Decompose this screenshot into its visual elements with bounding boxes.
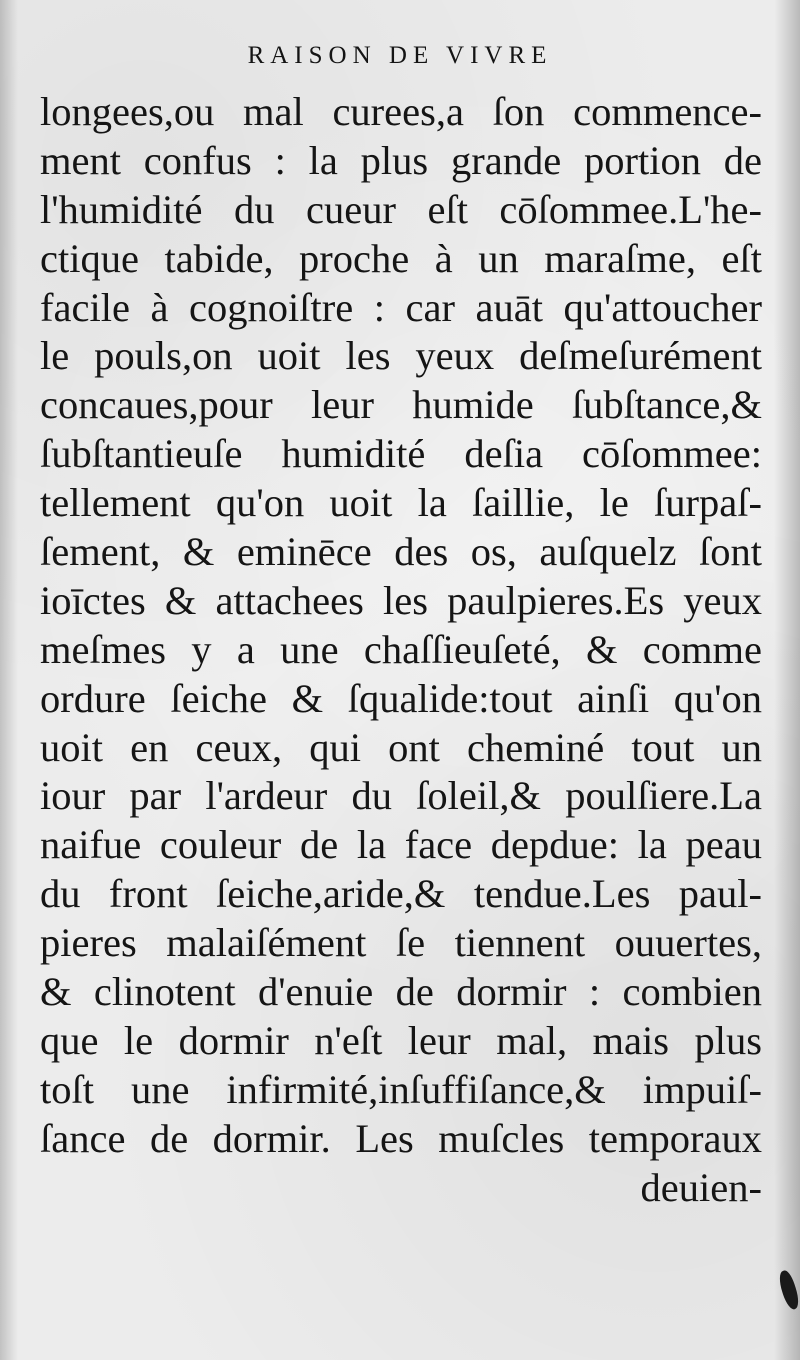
body-text	[40, 88, 762, 1212]
text-line: pieres malaiſément ſe tiennent ouuertes,	[40, 920, 762, 966]
text-line: ioīctes & attachees les paulpieres.Es yeux	[40, 577, 762, 623]
text-line: iour par l'ardeur du ſoleil,& poulſiere.La	[40, 773, 762, 819]
text-line: que le dormir n'eſt leur mal, mais plus	[40, 1017, 762, 1063]
text-line: uoit en ceux, qui ont cheminé tout un	[40, 724, 762, 770]
text-line: l'humidité du cueur eſt cōſommee.L'he-	[40, 186, 762, 232]
text-line: & clinotent d'enuie de dormir : combien	[40, 969, 762, 1015]
text-line: naifue couleur de la face depdue: la peau	[40, 822, 762, 868]
text-line: ctique tabide, proche à un maraſme, eſt	[40, 235, 762, 281]
text-line: facile à cognoiſtre : car auāt qu'attoucher	[40, 284, 762, 330]
text-line: ſance de dormir. Les muſcles temporaux	[40, 1115, 762, 1161]
text-line: concaues,pour leur humide ſubſtance,&	[40, 382, 762, 428]
text-line: le pouls,on uoit les yeux deſmeſurément	[40, 333, 762, 379]
text-line: ment confus : la plus grande portion de	[40, 137, 762, 183]
catchword: deuien-	[640, 1164, 762, 1210]
page-shadow-left	[0, 0, 18, 1360]
text-line: tellement qu'on uoit la ſaillie, le ſurpaſ-	[40, 480, 762, 526]
running-head: RAISON DE VIVRE	[247, 42, 553, 69]
text-line: longees,ou mal curees,a ſon commence-	[40, 89, 762, 134]
text-line: ſubſtantieuſe humidité deſia cōſommee:	[40, 431, 762, 477]
text-line: meſmes y a une chaſſieuſeté, & comme	[40, 626, 762, 672]
text-line: du front ſeiche,aride,& tendue.Les paul-	[40, 871, 762, 917]
text-line: ſement, & eminēce des os, auſquelz ſont	[40, 529, 762, 575]
page-shadow-right	[774, 0, 800, 1360]
text-line: ordure ſeiche & ſqualide:tout ainſi qu'on	[40, 675, 762, 721]
text-line: toſt une infirmité,inſuffiſance,& impuiſ-	[40, 1066, 762, 1112]
